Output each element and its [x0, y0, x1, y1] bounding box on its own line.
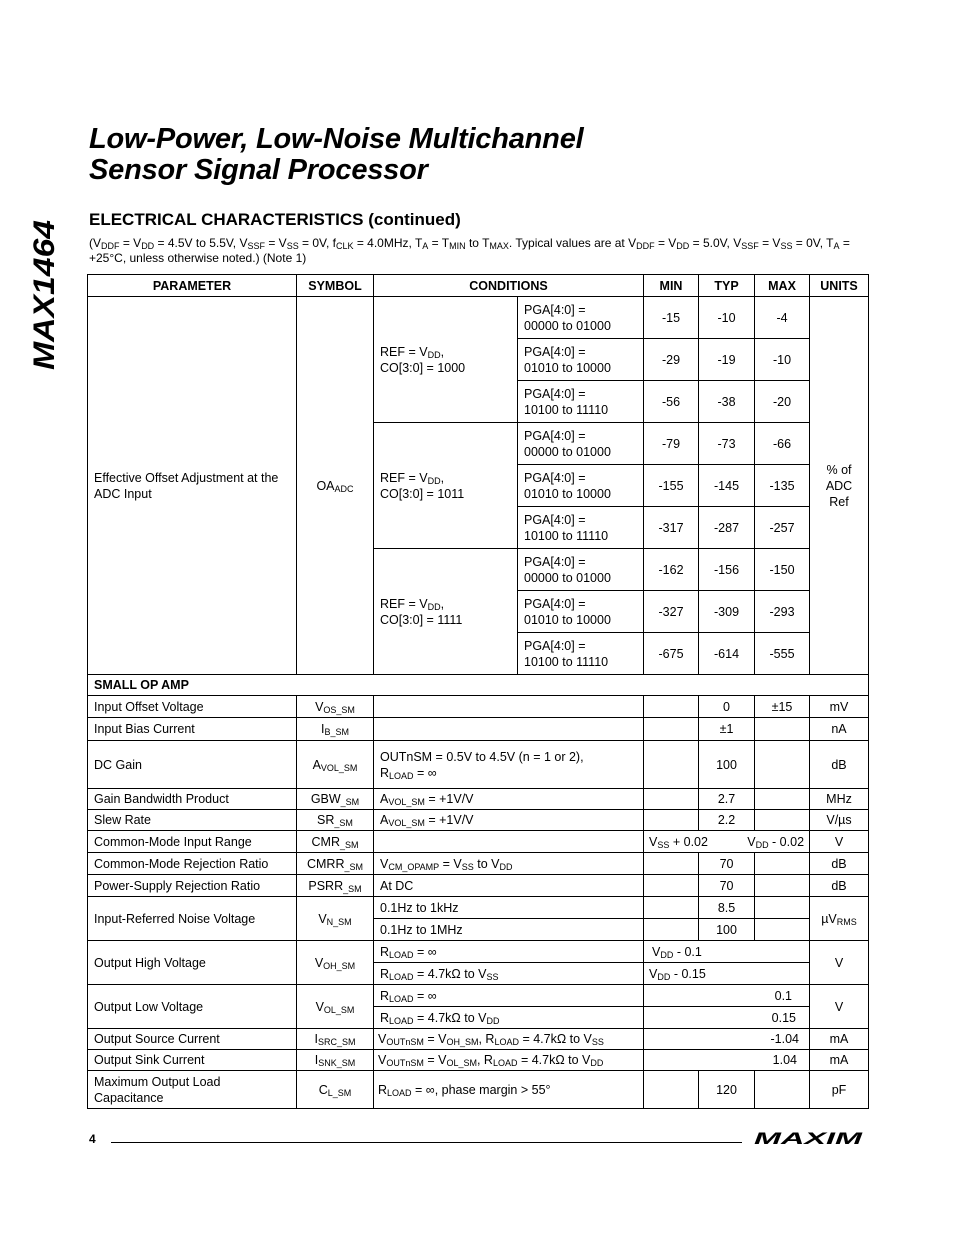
max-value: 1.04: [644, 1050, 810, 1071]
units: µV$_{RMS}$: [810, 897, 869, 941]
max-value: $V_{DD} - 0.02$: [747, 834, 805, 850]
symbol: $I_{SRC\_SM}$: [297, 1029, 374, 1050]
units: dB: [810, 741, 869, 789]
condition: At DC: [374, 875, 644, 897]
min-value: -327: [644, 591, 699, 633]
typ-value: ±1: [699, 718, 755, 741]
table-row: [88, 1071, 869, 1109]
table-row: [88, 696, 869, 718]
electrical-characteristics-table: [87, 274, 869, 1109]
header-max: MAX: [755, 275, 810, 297]
min-value: [644, 696, 699, 718]
max-value: [755, 1071, 810, 1109]
header-typ: TYP: [699, 275, 755, 297]
min-value: [644, 718, 699, 741]
condition: 0.1Hz to 1kHz: [374, 897, 644, 919]
units: pF: [810, 1071, 869, 1109]
offset-symbol: $OA_{ADC}$: [297, 297, 374, 675]
typ-value: -73: [699, 423, 755, 465]
symbol: $V_{OH\_SM}$: [297, 941, 374, 985]
param-voh: Output High Voltage: [88, 941, 297, 985]
units: V: [810, 985, 869, 1029]
max-value: -66: [755, 423, 810, 465]
units: dB: [810, 875, 869, 897]
symbol: $A_{VOL\_SM}$: [297, 741, 374, 789]
min-value: [644, 919, 699, 941]
conditions-empty: [374, 718, 644, 741]
max-value: 0.15: [644, 1007, 810, 1029]
param-cmrr: Common-Mode Rejection Ratio: [88, 853, 297, 875]
min-value: $V_{SS} + 0.02$: [649, 834, 708, 850]
units: dB: [810, 853, 869, 875]
table-row: [88, 1029, 869, 1050]
max-value: -135: [755, 465, 810, 507]
conditions-empty: [374, 831, 644, 853]
symbol: $PSRR_{\_SM}$: [297, 875, 374, 897]
typ-value: 8.5: [699, 897, 755, 919]
table-row: [88, 1050, 869, 1071]
part-number-text: MAX1464: [28, 236, 61, 370]
symbol: $I_{B\_SM}$: [297, 718, 374, 741]
page-number: 4: [89, 1132, 96, 1146]
header-parameter: PARAMETER: [88, 275, 297, 297]
units: mV: [810, 696, 869, 718]
condition: $A_{VOL\_SM} = +1V/V$: [374, 810, 644, 831]
typ-value: -287: [699, 507, 755, 549]
max-value: [755, 875, 810, 897]
condition: OUTnSM = 0.5V to 4.5V (n = 1 or 2), $R_{LOAD}$ = ∞: [374, 741, 644, 789]
table-row: [88, 718, 869, 741]
param-input-offset: Input Offset Voltage: [88, 696, 297, 718]
condition: $R_{LOAD} = 4.7k\Omega$ to $V_{SS}$: [374, 963, 644, 985]
pga-condition: PGA[4:0] = 10100 to 11110: [518, 507, 644, 549]
page-title: [89, 124, 584, 186]
condition: $V_{OUTnSM} = V_{OH\_SM}$, $R_{LOAD} = 4.7k\Omega$ to $V_{SS}$: [374, 1029, 644, 1050]
table-row: [88, 897, 869, 919]
min-value: $V_{DD} - 0.15$: [644, 963, 810, 985]
pga-condition: PGA[4:0] = 00000 to 01000: [518, 423, 644, 465]
min-value: -79: [644, 423, 699, 465]
min-value: -56: [644, 381, 699, 423]
units: mA: [810, 1029, 869, 1050]
max-value: -555: [755, 633, 810, 675]
units: V: [810, 941, 869, 985]
pga-condition: PGA[4:0] = 10100 to 11110: [518, 381, 644, 423]
part-number-side-label: [14, 214, 66, 374]
typ-value: 2.7: [699, 789, 755, 810]
pga-condition: PGA[4:0] = 01010 to 10000: [518, 339, 644, 381]
condition: $V_{CM\_OPAMP} = V_{SS}$ to $V_{DD}$: [374, 853, 644, 875]
symbol: $V_{N\_SM}$: [297, 897, 374, 941]
page-footer: [89, 1130, 864, 1150]
units: MHz: [810, 789, 869, 810]
units: nA: [810, 718, 869, 741]
max-value: ±15: [755, 696, 810, 718]
title-line-2: Sensor Signal Processor: [89, 154, 428, 186]
typ-value: -156: [699, 549, 755, 591]
min-value: [644, 741, 699, 789]
min-value: [644, 810, 699, 831]
condition: $R_{LOAD} = 4.7k\Omega$ to $V_{DD}$: [374, 1007, 644, 1029]
typ-value: -10: [699, 297, 755, 339]
min-value: -317: [644, 507, 699, 549]
typ-value: -38: [699, 381, 755, 423]
table-row: [88, 853, 869, 875]
units: V/µs: [810, 810, 869, 831]
max-value: -4: [755, 297, 810, 339]
table-row: [88, 789, 869, 810]
typ-value: 100: [699, 741, 755, 789]
min-value: -675: [644, 633, 699, 675]
symbol: $SR_{\_SM}$: [297, 810, 374, 831]
condition: $A_{VOL\_SM} = +1V/V$: [374, 789, 644, 810]
param-vol: Output Low Voltage: [88, 985, 297, 1029]
units: V: [810, 831, 869, 853]
symbol: $V_{OL\_SM}$: [297, 985, 374, 1029]
header-min: MIN: [644, 275, 699, 297]
typ-value: -19: [699, 339, 755, 381]
pga-condition: PGA[4:0] = 01010 to 10000: [518, 591, 644, 633]
typ-value: 70: [699, 853, 755, 875]
max-value: -20: [755, 381, 810, 423]
max-value: -10: [755, 339, 810, 381]
typ-value: -145: [699, 465, 755, 507]
param-input-bias: Input Bias Current: [88, 718, 297, 741]
min-value: [644, 897, 699, 919]
pga-condition: PGA[4:0] = 01010 to 10000: [518, 465, 644, 507]
typ-value: 0: [699, 696, 755, 718]
condition: $R_{LOAD}$ = ∞: [374, 985, 644, 1007]
typ-value: 70: [699, 875, 755, 897]
typ-value: 120: [699, 1071, 755, 1109]
table-row: [88, 297, 869, 339]
header-symbol: SYMBOL: [297, 275, 374, 297]
table-row: [88, 941, 869, 963]
offset-units: % of ADC Ref: [810, 297, 869, 675]
max-value: -1.04: [644, 1029, 810, 1050]
min-value: -15: [644, 297, 699, 339]
condition: 0.1Hz to 1MHz: [374, 919, 644, 941]
min-value: [644, 1071, 699, 1109]
min-value: [644, 853, 699, 875]
typ-value: -309: [699, 591, 755, 633]
min-value: -155: [644, 465, 699, 507]
maxim-logo-text: MAXIM: [754, 1130, 864, 1146]
max-value: [755, 853, 810, 875]
min-value: [644, 875, 699, 897]
param-gbw: Gain Bandwidth Product: [88, 789, 297, 810]
min-value: $V_{DD} - 0.1$: [644, 941, 810, 963]
param-isrc: Output Source Current: [88, 1029, 297, 1050]
max-value: [755, 897, 810, 919]
min-value: -162: [644, 549, 699, 591]
condition: $R_{LOAD}$ = ∞: [374, 941, 644, 963]
table-header-row: [88, 275, 869, 297]
max-value: -257: [755, 507, 810, 549]
symbol: $CMR_{\_SM}$: [297, 831, 374, 853]
table-row: [88, 741, 869, 789]
max-value: 0.1: [644, 985, 810, 1007]
min-value: -29: [644, 339, 699, 381]
max-value: -150: [755, 549, 810, 591]
section-title: ELECTRICAL CHARACTERISTICS (continued): [89, 210, 461, 229]
symbol: $C_{L\_SM}$: [297, 1071, 374, 1109]
cmr-range: [644, 831, 810, 853]
typ-value: 2.2: [699, 810, 755, 831]
max-value: [755, 919, 810, 941]
param-slew: Slew Rate: [88, 810, 297, 831]
table-row: [88, 810, 869, 831]
max-value: [755, 789, 810, 810]
min-value: [644, 789, 699, 810]
param-cl: Maximum Output Load Capacitance: [88, 1071, 297, 1109]
symbol: $CMRR_{\_SM}$: [297, 853, 374, 875]
conditions-note: ($V_{DDF} = V_{DD} = 4.5V$ to 5.5V, $V_{SSF} = V_{SS} = 0V$, $f_{CLK} = 4.0MHz$, $T_A = T_{MIN}$ to $T_{MAX}$. Typical values are at $V_{DDF} = V_{DD} = 5.0V$, $V_{SSF} = V_{SS} = 0V$, $T_A = +25^\circ C$, unless otherwise noted.) (Note 1): [89, 236, 850, 265]
max-value: [755, 741, 810, 789]
max-value: -293: [755, 591, 810, 633]
param-isnk: Output Sink Current: [88, 1050, 297, 1071]
max-value: [755, 810, 810, 831]
pga-condition: PGA[4:0] = 00000 to 01000: [518, 549, 644, 591]
offset-group-2-condition: REF = $V_{DD}$, CO[3:0] = 1011: [374, 423, 518, 549]
symbol: $I_{SNK\_SM}$: [297, 1050, 374, 1071]
condition: $V_{OUTnSM} = V_{OL\_SM}$, $R_{LOAD} = 4.7k\Omega$ to $V_{DD}$: [374, 1050, 644, 1071]
title-line-1: Low-Power, Low-Noise Multichannel: [89, 123, 584, 155]
table-row: [88, 985, 869, 1007]
offset-group-3-condition: REF = $V_{DD}$, CO[3:0] = 1111: [374, 549, 518, 675]
typ-value: 100: [699, 919, 755, 941]
maxim-logo: [754, 1130, 864, 1146]
param-cmr: Common-Mode Input Range: [88, 831, 297, 853]
param-dc-gain: DC Gain: [88, 741, 297, 789]
param-noise: Input-Referred Noise Voltage: [88, 897, 297, 941]
symbol: $GBW_{\_SM}$: [297, 789, 374, 810]
footer-rule: [111, 1142, 742, 1143]
table-row: [88, 875, 869, 897]
symbol: $V_{OS\_SM}$: [297, 696, 374, 718]
offset-group-1-condition: REF = $V_{DD}$, CO[3:0] = 1000: [374, 297, 518, 423]
section-row: [88, 675, 869, 696]
condition: $R_{LOAD}$ = ∞, phase margin > 55°: [374, 1071, 644, 1109]
typ-value: -614: [699, 633, 755, 675]
offset-parameter: Effective Offset Adjustment at the ADC Input: [88, 297, 297, 675]
pga-condition: PGA[4:0] = 10100 to 11110: [518, 633, 644, 675]
param-psrr: Power-Supply Rejection Ratio: [88, 875, 297, 897]
header-conditions: CONDITIONS: [374, 275, 644, 297]
table-row: [88, 831, 869, 853]
small-op-amp-heading: SMALL OP AMP: [88, 675, 869, 696]
pga-condition: PGA[4:0] = 00000 to 01000: [518, 297, 644, 339]
conditions-empty: [374, 696, 644, 718]
units: mA: [810, 1050, 869, 1071]
header-units: UNITS: [810, 275, 869, 297]
max-value: [755, 718, 810, 741]
